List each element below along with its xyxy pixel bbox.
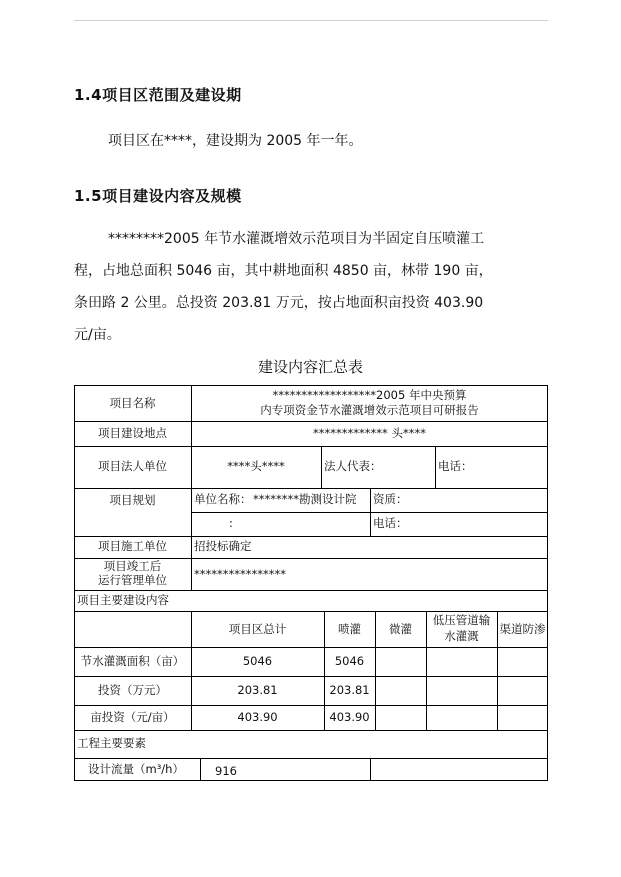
project-name-line-2: 内专项资金节水灌溉增效示范项目可研报告 xyxy=(260,403,479,417)
table-rule xyxy=(370,488,371,536)
col-total-header: 项目区总计 xyxy=(228,622,287,636)
col-micro-header: 微灌 xyxy=(389,622,412,636)
section-1-5-heading: 1.5项目建设内容及规模 xyxy=(74,187,242,205)
table-rule xyxy=(435,446,436,488)
summary-table xyxy=(74,385,548,781)
section-1-5-line-2: 程，占地总面积 5046 亩，其中耕地面积 4850 亩，林带 190 亩， xyxy=(74,263,493,279)
operator-label-line-2: 运行管理单位 xyxy=(98,573,167,587)
row-invest-total: 203.81 xyxy=(237,683,278,697)
row-area-label: 节水灌溉面积（亩） xyxy=(80,654,185,668)
planning-row2-text: : xyxy=(229,516,233,530)
row-per-mu-spray: 403.90 xyxy=(329,710,370,724)
row-per-mu-label: 亩投资（元/亩） xyxy=(90,710,175,724)
table-rule xyxy=(370,758,371,781)
table-rule xyxy=(74,705,548,706)
section-1-5-line-1: ********2005 年节水灌溉增效示范项目为半固定自压喷灌工 xyxy=(108,231,485,247)
table-rule xyxy=(200,758,201,781)
phone-label: 电话： xyxy=(438,459,473,473)
table-rule xyxy=(74,536,548,537)
col-canal-header: 渠道防渗 xyxy=(499,622,546,636)
table-rule xyxy=(74,446,548,447)
legal-rep-label: 法人代表： xyxy=(324,459,382,473)
section-1-4-body: 项目区在****，建设期为 2005 年一年。 xyxy=(108,133,363,149)
col-spray-header: 喷灌 xyxy=(338,622,361,636)
planning-label: 项目规划 xyxy=(109,493,156,507)
engineering-label: 工程主要要素 xyxy=(77,736,146,750)
table-rule xyxy=(74,488,548,489)
col-pipe-header-line-1: 低压管道输 xyxy=(432,613,491,627)
construction-unit-value: 招投标确定 xyxy=(194,539,252,553)
operator-value: **************** xyxy=(194,567,286,581)
design-flow-value: 916 xyxy=(215,764,237,778)
table-rule xyxy=(321,446,322,488)
table-rule xyxy=(74,730,548,731)
table-rule xyxy=(74,611,548,612)
table-rule xyxy=(74,590,548,591)
legal-unit-value: ****头**** xyxy=(227,459,285,473)
planning-phone-label: 电话： xyxy=(373,516,408,530)
table-rule xyxy=(426,611,427,730)
qualification-label: 资质： xyxy=(373,492,408,506)
row-area-spray: 5046 xyxy=(334,654,365,668)
row-per-mu-total: 403.90 xyxy=(237,710,278,724)
project-name-line-1: ******************2005 年中央预算 xyxy=(272,388,467,402)
construction-unit-label: 项目施工单位 xyxy=(98,539,167,553)
table-rule xyxy=(74,421,548,422)
table-rule xyxy=(74,647,548,648)
row-invest-spray: 203.81 xyxy=(329,683,370,697)
table-border xyxy=(74,385,548,386)
design-flow-label: 设计流量（m³/h） xyxy=(88,762,184,776)
legal-unit-label: 项目法人单位 xyxy=(98,459,167,473)
section-1-5-line-3: 条田路 2 公里。总投资 203.81 万元，按占地面积亩投资 403.90 xyxy=(74,295,484,311)
design-unit-label: 单位名称： xyxy=(194,492,252,506)
section-1-5-line-4: 元/亩。 xyxy=(74,327,121,343)
location-label: 项目建设地点 xyxy=(98,426,167,440)
design-unit-value: ********勘测设计院 xyxy=(253,492,357,506)
table-border xyxy=(74,780,548,781)
table-rule xyxy=(74,758,548,759)
main-content-label: 项目主要建设内容 xyxy=(77,593,169,607)
header-rule xyxy=(74,20,548,21)
row-invest-label: 投资（万元） xyxy=(98,683,167,697)
project-name-label: 项目名称 xyxy=(109,396,156,410)
table-border xyxy=(547,385,548,781)
table-title: 建设内容汇总表 xyxy=(257,358,363,376)
section-1-4-heading: 1.4项目区范围及建设期 xyxy=(74,86,242,104)
row-area-total: 5046 xyxy=(242,654,273,668)
col-pipe-header-line-2: 水灌溉 xyxy=(444,629,479,643)
operator-label-line-1: 项目竣工后 xyxy=(103,559,162,573)
location-value: ************* 头**** xyxy=(313,426,426,440)
table-rule xyxy=(74,676,548,677)
